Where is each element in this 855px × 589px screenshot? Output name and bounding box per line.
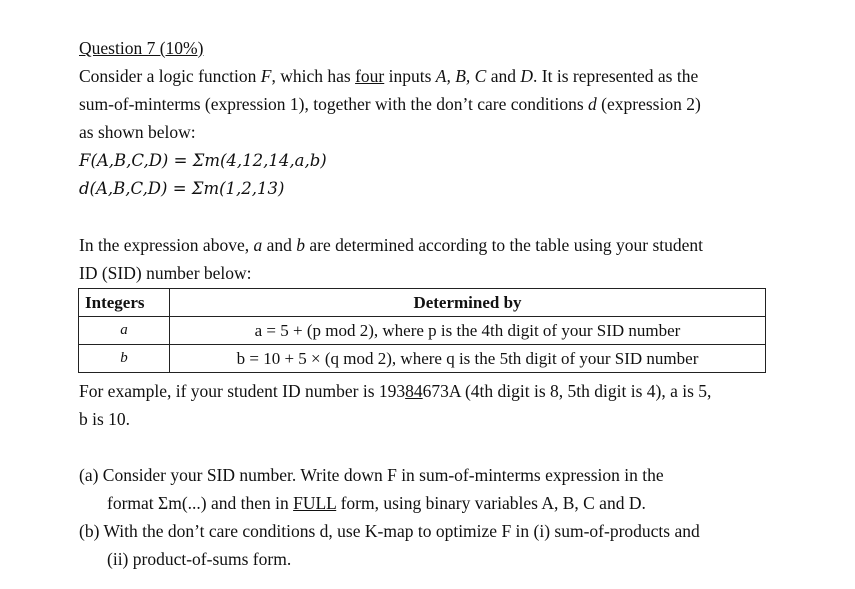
var-b: b	[296, 235, 305, 255]
text: and	[486, 66, 521, 86]
row-integer: a	[79, 317, 170, 345]
var-F: F	[260, 66, 272, 86]
example-line-2: b is 10.	[79, 409, 131, 429]
table-row	[79, 345, 766, 373]
part-b-line-2: (ii) product-of-sums form.	[107, 549, 292, 569]
header-determined-by: Determined by	[170, 289, 766, 317]
table-header-row	[79, 289, 766, 317]
text: a is 5,	[670, 381, 712, 401]
text: 673A (4th digit is 8, 5th digit is 4),	[422, 381, 671, 401]
text: format Σm(...) and then in	[107, 493, 294, 513]
intro-line-2	[79, 93, 701, 115]
text: form, using binary variables A, B, C and D.	[336, 493, 646, 513]
emphasis-four: four	[355, 66, 385, 86]
text: and	[262, 235, 297, 255]
intro-line-1	[79, 65, 698, 87]
para2-line-1	[79, 234, 703, 256]
text: (expression 2)	[596, 94, 701, 114]
expression-1: F(A,B,C,D) = Σm(4,12,14,a,b)	[79, 151, 327, 170]
text: inputs	[384, 66, 436, 86]
part-a-line-1: (a) Consider your SID number. Write down F in sum-of-minterms expression in the	[79, 465, 664, 485]
text: In the expression above,	[79, 235, 254, 255]
row-integer: b	[79, 345, 170, 373]
question-title: Question 7 (10%)	[79, 38, 204, 58]
part-a-line-2	[107, 492, 646, 514]
text: are determined according to the table using your student	[305, 235, 703, 255]
determination-table	[78, 288, 766, 373]
var-inputs: A, B, C	[435, 66, 487, 86]
emphasis-full: FULL	[293, 493, 337, 513]
part-b-line-1: (b) With the don’t care conditions d, use K-map to optimize F in (i) sum-of-products and	[79, 521, 700, 541]
underlined-digits: 84	[405, 381, 423, 401]
var-d: d	[588, 94, 597, 114]
header-integers: Integers	[79, 289, 170, 317]
text: , which has	[271, 66, 356, 86]
text: . It is represented as the	[533, 66, 699, 86]
text: sum-of-minterms (expression 1), together with the don’t care conditions	[79, 94, 589, 114]
row-rule: a = 5 + (p mod 2), where p is the 4th digit of your SID number	[170, 317, 766, 345]
example-line-1	[79, 380, 711, 402]
para2-line-2: ID (SID) number below:	[79, 263, 252, 283]
table-row	[79, 317, 766, 345]
text: For example, if your student ID number is 193	[79, 381, 406, 401]
intro-line-3: as shown below:	[79, 122, 196, 142]
var-a: a	[253, 235, 263, 255]
var-D: D	[520, 66, 534, 86]
expression-2: d(A,B,C,D) = Σm(1,2,13)	[79, 179, 285, 198]
text: Consider a logic function	[79, 66, 261, 86]
row-rule: b = 10 + 5 × (q mod 2), where q is the 5th digit of your SID number	[170, 345, 766, 373]
